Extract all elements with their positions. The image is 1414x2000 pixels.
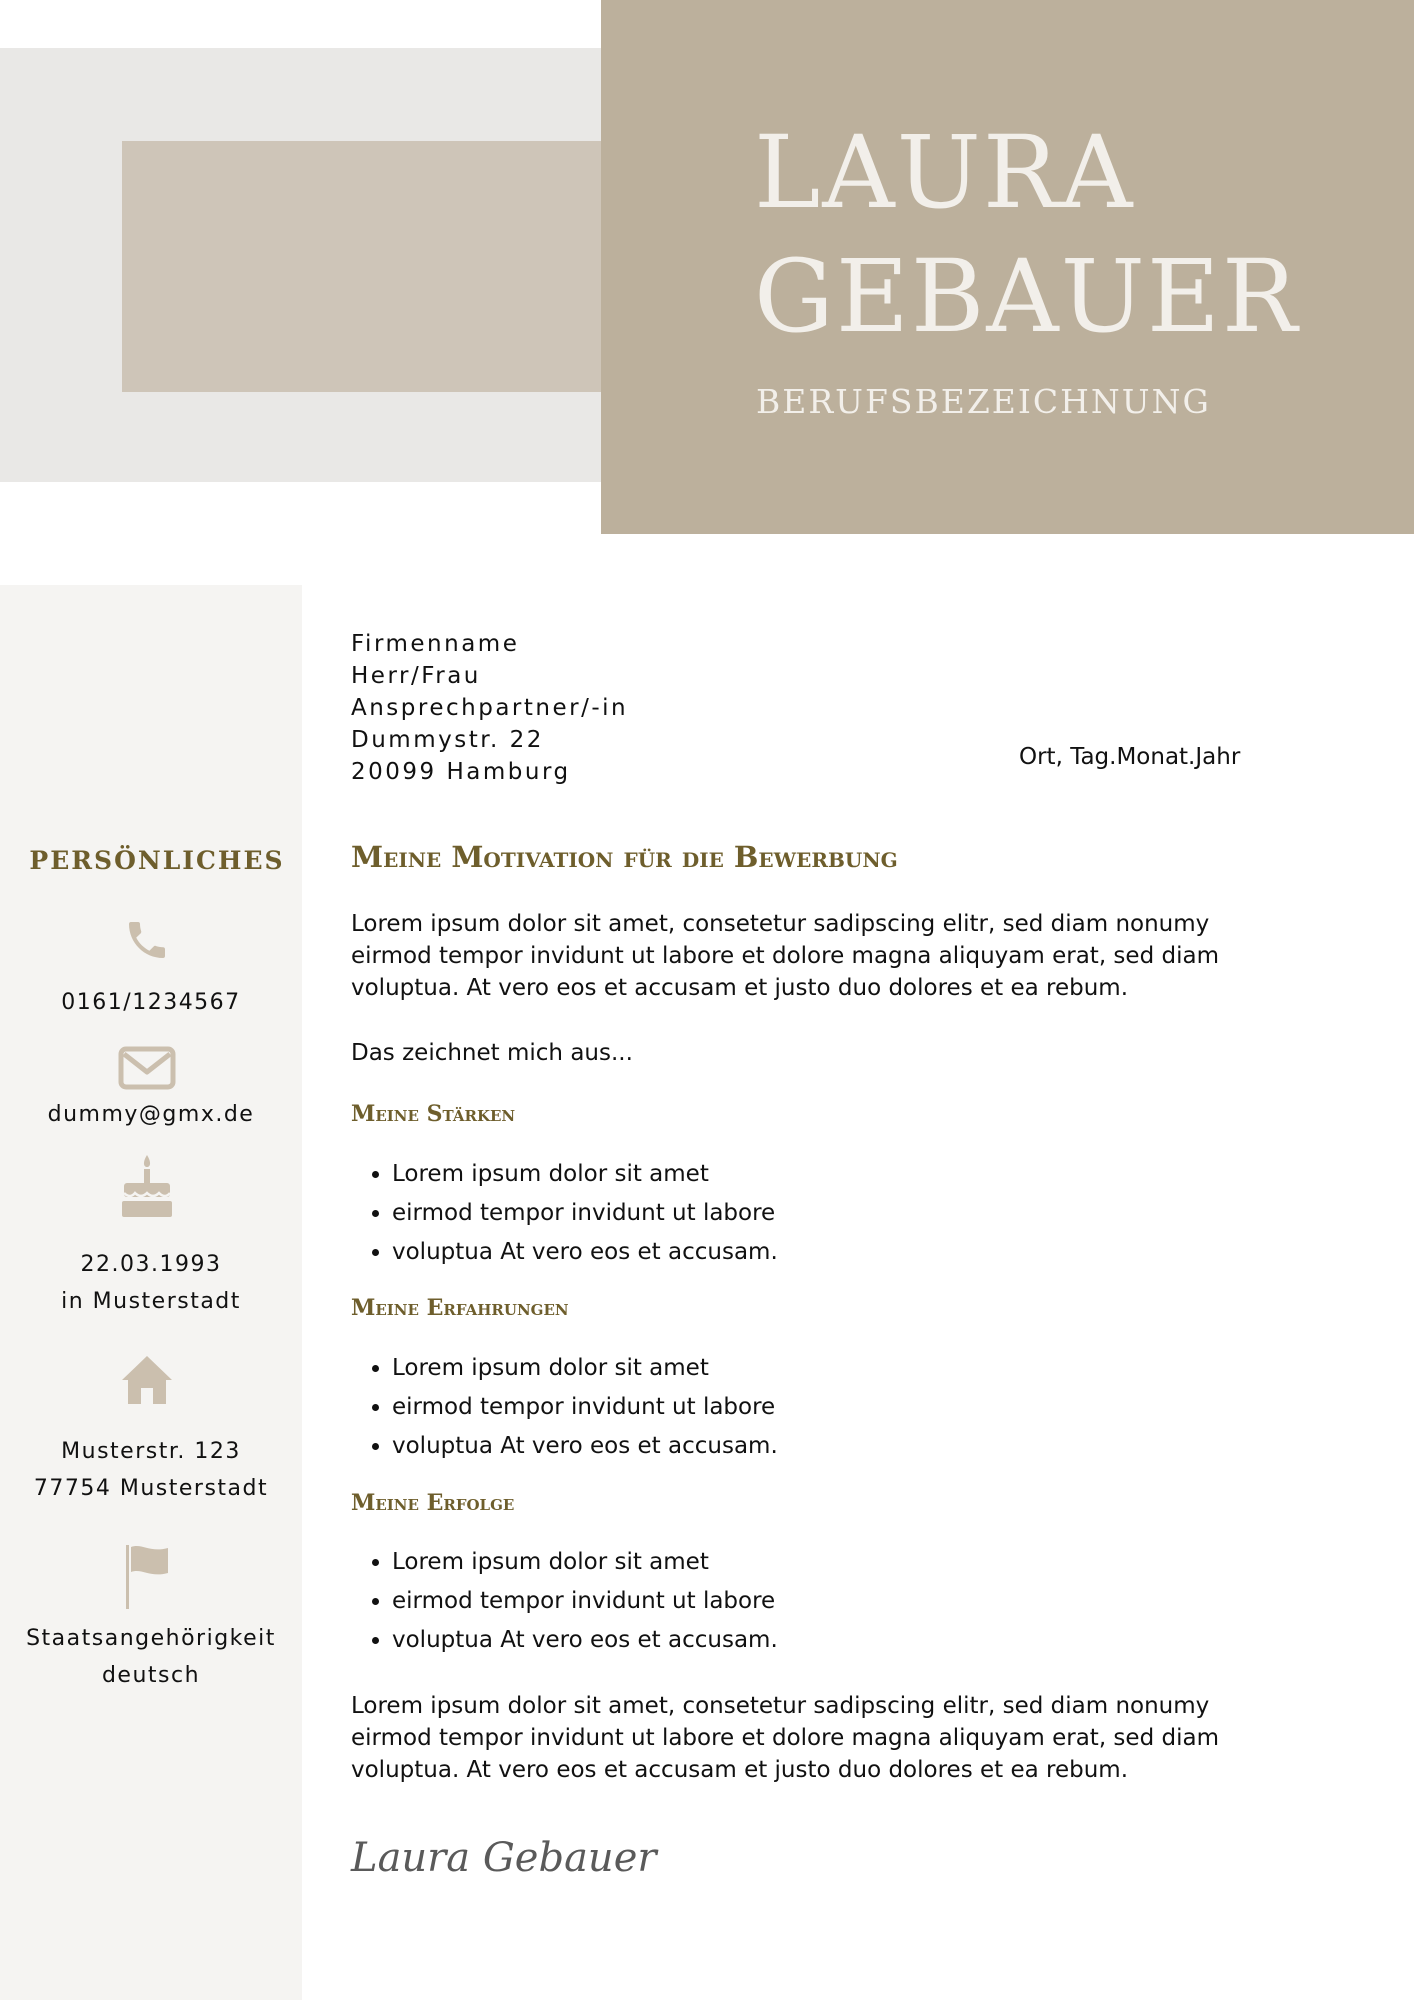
photo-placeholder bbox=[122, 141, 601, 392]
section-title: Meine Stärken bbox=[351, 1101, 516, 1127]
recipient-contact: Ansprechpartner/-in bbox=[351, 695, 629, 721]
list-item: • eirmod tempor invidunt ut labore bbox=[392, 1582, 778, 1621]
email-address: dummy@gmx.de bbox=[47, 1102, 255, 1127]
strengths-list bbox=[351, 1155, 778, 1272]
envelope-icon bbox=[114, 1038, 180, 1098]
first-name: LAURA bbox=[754, 114, 1135, 231]
list-item: • Lorem ipsum dolor sit amet bbox=[392, 1349, 778, 1388]
list-item: • Lorem ipsum dolor sit amet bbox=[392, 1543, 778, 1582]
city-address: 77754 Musterstadt bbox=[33, 1476, 269, 1501]
house-icon bbox=[114, 1350, 180, 1410]
sidebar-heading: PERSÖNLICHES bbox=[29, 846, 285, 875]
date-line: Ort, Tag.Monat.Jahr bbox=[1019, 744, 1241, 770]
achievements-list bbox=[351, 1543, 778, 1660]
list-item: • eirmod tempor invidunt ut labore bbox=[392, 1194, 778, 1233]
list-item: • Lorem ipsum dolor sit amet bbox=[392, 1155, 778, 1194]
list-item: • voluptua At vero eos et accusam. bbox=[392, 1427, 778, 1466]
recipient-salutation: Herr/Frau bbox=[351, 663, 481, 689]
intro-paragraph: Lorem ipsum dolor sit amet, consetetur sadipscing elitr, sed diam nonumy eirmod tempor invidunt ut labore et dolore magna aliquyam erat, sed diam voluptua. At vero eos et accusam et justo duo dolores et ea rebum. bbox=[351, 911, 1219, 1001]
list-item: • voluptua At vero eos et accusam. bbox=[392, 1621, 778, 1660]
street-address: Musterstr. 123 bbox=[61, 1439, 241, 1464]
recipient-street: Dummystr. 22 bbox=[351, 727, 544, 753]
section-title: Meine Erfahrungen bbox=[351, 1295, 569, 1321]
nationality-value: deutsch bbox=[101, 1663, 201, 1688]
recipient-company: Firmenname bbox=[351, 631, 520, 657]
list-item: • voluptua At vero eos et accusam. bbox=[392, 1233, 778, 1272]
job-title: BERUFSBEZEICHNUNG bbox=[756, 382, 1211, 421]
experience-list bbox=[351, 1349, 778, 1466]
birth-place: in Musterstadt bbox=[61, 1289, 241, 1314]
lead-line: Das zeichnet mich aus... bbox=[351, 1040, 633, 1066]
letter-heading: Meine Motivation für die Bewerbung bbox=[351, 840, 898, 874]
nationality-label: Staatsangehörigkeit bbox=[26, 1626, 276, 1651]
phone-icon bbox=[114, 910, 180, 970]
closing-paragraph: Lorem ipsum dolor sit amet, consetetur sadipscing elitr, sed diam nonumy eirmod tempor invidunt ut labore et dolore magna aliquyam erat, sed diam voluptua. At vero eos et accusam et justo duo dolores et ea rebum. bbox=[351, 1693, 1219, 1783]
section-title: Meine Erfolge bbox=[351, 1490, 515, 1516]
recipient-address bbox=[351, 628, 628, 788]
birth-date: 22.03.1993 bbox=[80, 1252, 222, 1277]
signature: Laura Gebauer bbox=[351, 1835, 657, 1881]
last-name: GEBAUER bbox=[754, 238, 1300, 355]
phone-number: 0161/1234567 bbox=[61, 990, 241, 1015]
list-item: • eirmod tempor invidunt ut labore bbox=[392, 1388, 778, 1427]
birthday-cake-icon bbox=[114, 1150, 180, 1222]
flag-icon bbox=[114, 1542, 180, 1612]
recipient-city: 20099 Hamburg bbox=[351, 759, 571, 785]
